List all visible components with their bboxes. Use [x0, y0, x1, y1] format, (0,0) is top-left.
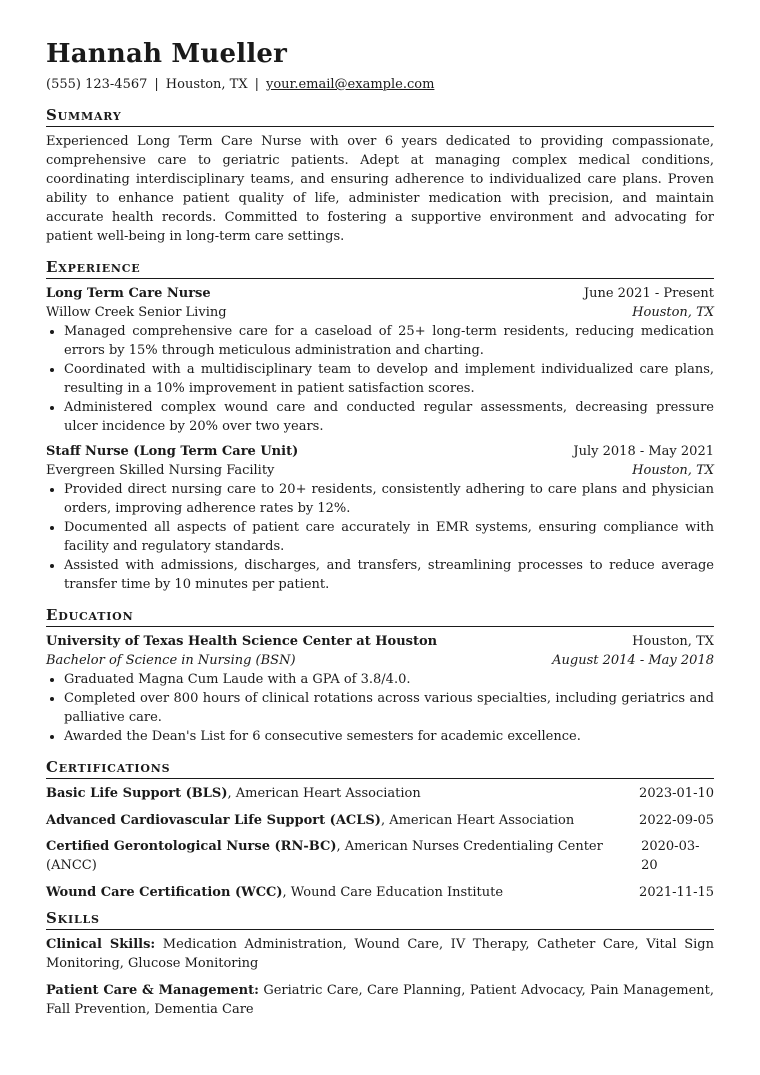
- degree: Bachelor of Science in Nursing (BSN): [46, 653, 296, 668]
- summary-text: Experienced Long Term Care Nurse with over 6 years dedicated to providing compassionate, comprehensive care to geriatric patients. Adept at managing complex medical conditions, coordinating interdisciplinary teams, and ensuring adherence to individualized care plans. Proven ability to enhance patient quality of life, administer medication with precision, and maintain accurate health records. Committed to fostering a supportive environment and advocating for patient well-being in long-term care settings.: [46, 134, 714, 244]
- certification-name: Basic Life Support (BLS): [46, 786, 228, 801]
- job-bullets: [46, 322, 714, 436]
- job-role: Long Term Care Nurse: [46, 286, 211, 301]
- job-bullets: [46, 480, 714, 594]
- skill-text: Medication Administration, Wound Care, IV Therapy, Catheter Care, Vital Sign Monitoring, Glucose Monitoring: [46, 937, 714, 971]
- bullet-item: • Coordinated with a multidisciplinary team to develop and implement individualized care plans, resulting in a 10% improvement in patient satisfaction scores.: [64, 360, 714, 398]
- section-title-certifications: Certifications: [46, 758, 714, 779]
- skill-group: [46, 935, 714, 973]
- bullet-item: • Managed comprehensive care for a caseload of 25+ long-term residents, reducing medication errors by 15% through meticulous administration and charting.: [64, 322, 714, 360]
- skill-label: Clinical Skills:: [46, 937, 156, 952]
- resume-page: [46, 36, 714, 1019]
- job-dates: June 2021 - Present: [583, 286, 714, 301]
- job-company: Willow Creek Senior Living: [46, 305, 227, 320]
- certification-row: [46, 811, 714, 830]
- certification-issuer: , American Nurses Credentialing Center (ANCC): [46, 839, 603, 873]
- certification-issuer: , Wound Care Education Institute: [282, 884, 504, 900]
- skill-group: [46, 981, 714, 1019]
- bullet-item: • Provided direct nursing care to 20+ residents, consistently adhering to care plans and physician orders, improving adherence rates by 12%.: [64, 480, 714, 518]
- school-name: University of Texas Health Science Center at Houston: [46, 634, 438, 649]
- skill-label: Patient Care & Management:: [46, 983, 259, 998]
- certification-date: 2020-03-20: [641, 839, 700, 873]
- email-link[interactable]: your.email@example.com: [266, 77, 435, 92]
- skill-text: Geriatric Care, Care Planning, Patient Advocacy, Pain Management, Fall Prevention, Dementia Care: [46, 983, 714, 1017]
- job-dates: July 2018 - May 2021: [573, 444, 714, 459]
- contact-separator: |: [154, 77, 159, 92]
- job-company: Evergreen Skilled Nursing Facility: [46, 463, 275, 478]
- bullet-item: • Awarded the Dean's List for 6 consecutive semesters for academic excellence.: [64, 727, 714, 746]
- certification-date: 2021-11-15: [639, 884, 714, 900]
- education-entry: [46, 632, 714, 746]
- bullet-item: • Completed over 800 hours of clinical rotations across various specialties, including geriatrics and palliative care.: [64, 689, 714, 727]
- job-location: Houston, TX: [632, 305, 714, 320]
- job-role: Staff Nurse (Long Term Care Unit): [46, 444, 299, 459]
- section-title-skills: Skills: [46, 909, 714, 930]
- contact-line: [46, 76, 714, 94]
- certification-name: Certified Gerontological Nurse (RN-BC): [46, 839, 337, 854]
- certification-list: [46, 784, 714, 902]
- certification-date: 2023-01-10: [639, 786, 714, 801]
- certification-issuer: , American Heart Association: [380, 812, 575, 828]
- bullet-item: • Assisted with admissions, discharges, and transfers, streamlining processes to reduce average transfer time by 10 minutes per patient.: [64, 556, 714, 594]
- education-bullets: [46, 670, 714, 746]
- phone-number: (555) 123-4567: [46, 77, 148, 92]
- section-title-experience: Experience: [46, 258, 714, 279]
- section-title-education: Education: [46, 606, 714, 627]
- education-dates: August 2014 - May 2018: [552, 653, 714, 668]
- certification-name: Wound Care Certification (WCC): [46, 884, 283, 900]
- certification-issuer: , American Heart Association: [227, 786, 421, 801]
- certification-row: [46, 837, 714, 875]
- job-entry: [46, 284, 714, 436]
- candidate-name: Hannah Mueller: [46, 39, 288, 69]
- certification-date: 2022-09-05: [639, 812, 714, 828]
- bullet-item: • Documented all aspects of patient care accurately in EMR systems, ensuring compliance with facility and regulatory standards.: [64, 518, 714, 556]
- contact-separator: |: [254, 77, 259, 92]
- school-location: Houston, TX: [632, 634, 714, 649]
- job-entry: [46, 442, 714, 594]
- location: Houston, TX: [165, 77, 248, 92]
- certification-name: Advanced Cardiovascular Life Support (ACLS): [46, 812, 381, 828]
- section-title-summary: Summary: [46, 106, 714, 127]
- bullet-item: • Administered complex wound care and conducted regular assessments, decreasing pressure ulcer incidence by 20% over two years.: [64, 398, 714, 436]
- certification-row: [46, 784, 714, 803]
- bullet-item: • Graduated Magna Cum Laude with a GPA of 3.8/4.0.: [64, 670, 714, 689]
- certification-row: [46, 883, 714, 902]
- job-location: Houston, TX: [632, 463, 714, 478]
